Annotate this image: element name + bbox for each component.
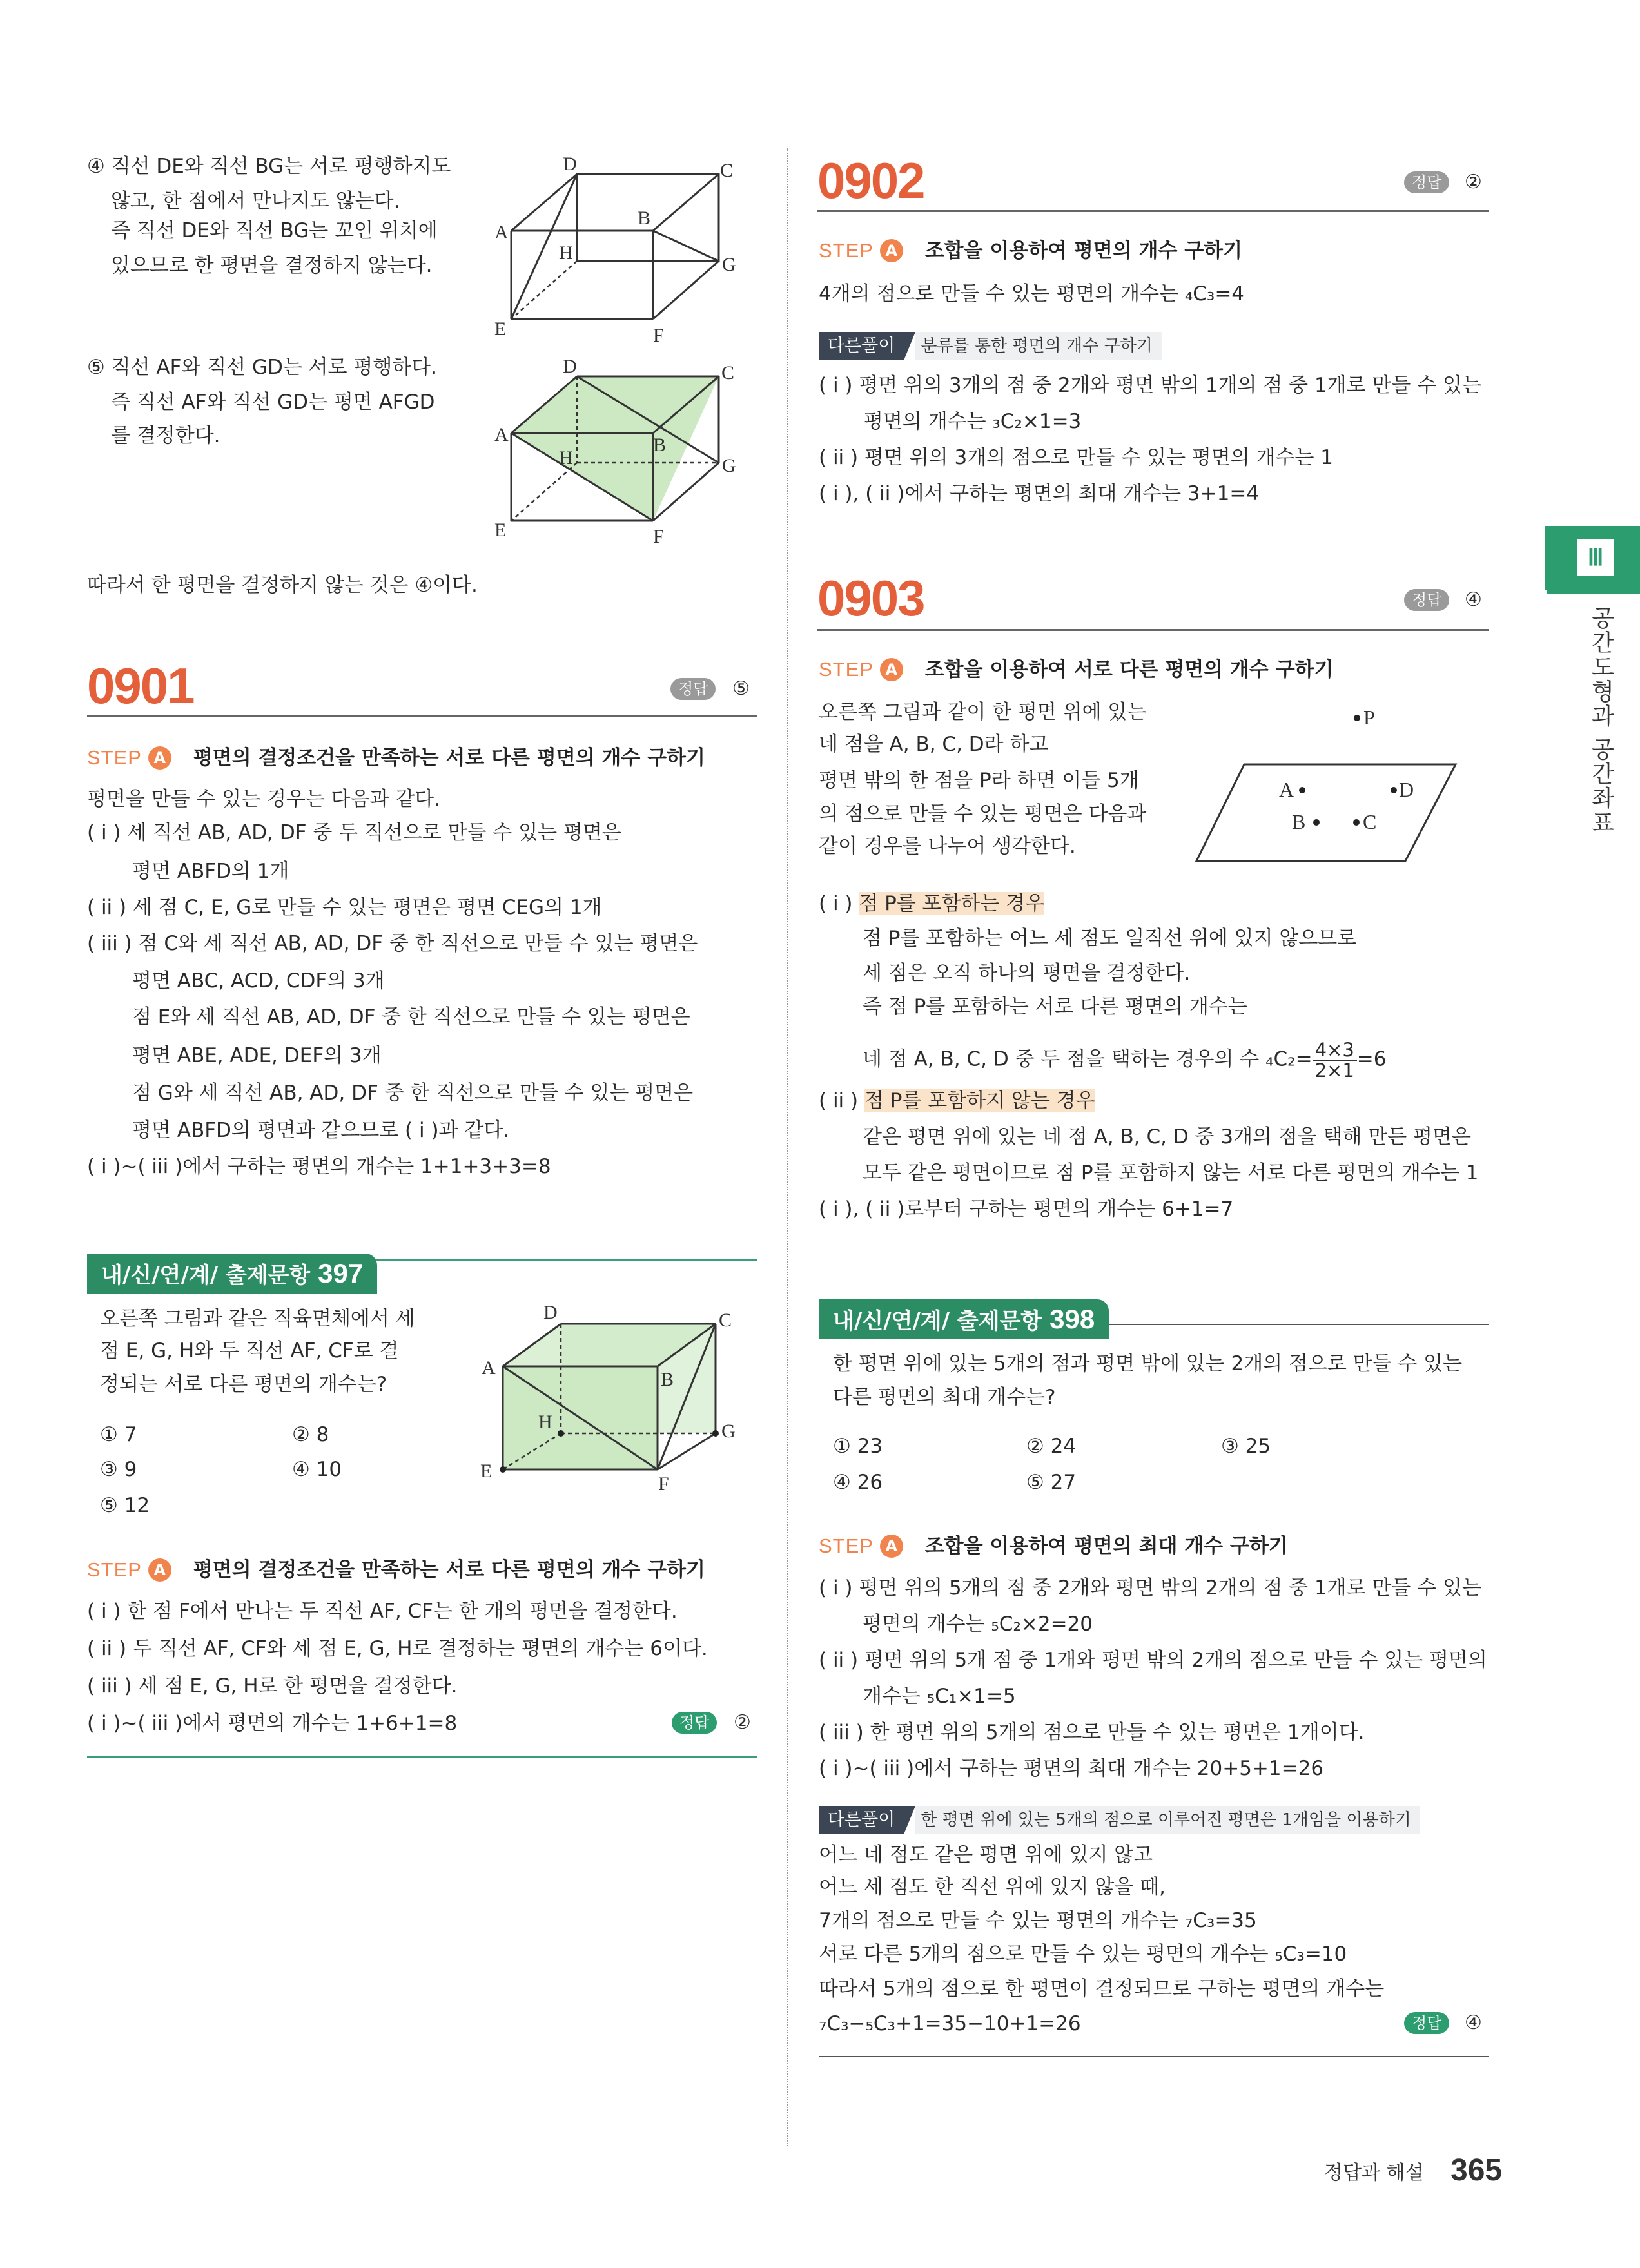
box398-sol-1: ( i ) 평면 위의 5개의 점 중 2개와 평면 밖의 2개의 점 중 1개로 만들 수 있는 — [819, 1576, 1481, 1600]
cube2-label-A: A — [494, 424, 509, 445]
fig-label-C: C — [1363, 810, 1377, 833]
p0901-line-5: ( iii ) 점 C와 세 직선 AB, AD, DF 중 한 직선으로 만들 수 있는 평면은 — [87, 932, 698, 955]
box398-sol-2: 평면의 개수는 ₅C₂×2=20 — [863, 1613, 1093, 1636]
step-title: 평면의 결정조건을 만족하는 서로 다른 평면의 개수 구하기 — [193, 746, 705, 770]
cube1-label-D: D — [563, 153, 577, 175]
box398-header — [819, 1299, 1109, 1339]
answer-398: ④ — [1465, 2011, 1482, 2034]
p0901-line-2: ( i ) 세 직선 AB, AD, DF 중 두 직선으로 만들 수 있는 평면은 — [87, 821, 621, 844]
box397-sol-3: ( iii ) 세 점 E, G, H로 한 평면을 결정한다. — [87, 1674, 458, 1698]
chapter-tab-underline — [1547, 590, 1640, 594]
chapter-number: Ⅲ — [1577, 539, 1614, 576]
cube2-label-E: E — [494, 519, 507, 541]
cube2-label-G: G — [722, 455, 736, 476]
answer-badge-0901: 정답 — [670, 678, 716, 700]
item4-line-4: 있으므로 한 평면을 결정하지 않는다. — [111, 254, 433, 277]
p0903-intro-4: 의 점으로 만들 수 있는 평면은 다음과 — [819, 802, 1147, 826]
box398-alt-1: 어느 네 점도 같은 평면 위에 있지 않고 — [819, 1843, 1153, 1866]
cube1-label-G: G — [722, 254, 736, 275]
box397-choice-1[interactable]: ① 7 — [100, 1423, 137, 1446]
box398-question-2: 다른 평면의 최대 개수는? — [833, 1386, 1056, 1409]
box398-alt-2: 어느 세 점도 한 직선 위에 있지 않을 때, — [819, 1875, 1166, 1899]
box397-bottom-rule — [87, 1756, 757, 1758]
box397-question-3: 정되는 서로 다른 평면의 개수는? — [100, 1373, 387, 1396]
item5-line-2: 즉 직선 AF와 직선 GD는 평면 AFGD — [111, 391, 435, 414]
box398-number: 398 — [1049, 1304, 1095, 1334]
p0903-case1-3: 즉 점 P를 포함하는 서로 다른 평면의 개수는 — [863, 995, 1247, 1018]
box397-sol-2: ( ii ) 두 직선 AF, CF와 세 점 E, G, H로 결정하는 평면의 개수는 6이다. — [87, 1637, 708, 1660]
step-heading-398 — [819, 1533, 1288, 1559]
box398-choice-4[interactable]: ④ 26 — [833, 1471, 883, 1494]
alt-solution-tag: 다른풀이 — [819, 332, 904, 360]
p0902-alt-1: ( i ) 평면 위의 3개의 점 중 2개와 평면 밖의 1개의 점 중 1개로 만들 수 있는 — [819, 374, 1481, 397]
box398-alt-5: 따라서 5개의 점으로 한 평면이 결정되므로 구하는 평면의 개수는 — [819, 1977, 1385, 2001]
item5-conclusion: 따라서 한 평면을 결정하지 않는 것은 ④이다. — [87, 574, 478, 597]
box397-choice-5[interactable]: ⑤ 12 — [100, 1494, 150, 1517]
answer-badge-397: 정답 — [672, 1712, 717, 1734]
cube-figure-plane-AFGD — [487, 353, 757, 553]
item5-line-1: ⑤ 직선 AF와 직선 GD는 서로 평행하다. — [87, 356, 438, 379]
case1-title: 점 P를 포함하는 경우 — [859, 892, 1045, 915]
box397-number: 397 — [318, 1258, 364, 1288]
step-letter-icon: A — [148, 746, 171, 770]
cube1-label-E: E — [494, 318, 507, 340]
box398-choice-3[interactable]: ③ 25 — [1221, 1435, 1271, 1458]
box398-bottom-rule — [819, 2056, 1489, 2057]
box398-choice-1[interactable]: ① 23 — [833, 1435, 883, 1458]
box397-sol-4: ( i )~( iii )에서 평면의 개수는 1+6+1=8 — [87, 1712, 458, 1735]
p0903-case2-2: 모두 같은 평면이므로 점 P를 포함하지 않는 서로 다른 평면의 개수는 1 — [863, 1161, 1479, 1185]
box397-choice-4[interactable]: ④ 10 — [292, 1458, 342, 1481]
fig-label-P: P — [1363, 706, 1375, 729]
step-title: 조합을 이용하여 평면의 개수 구하기 — [924, 239, 1243, 262]
cube3-label-H: H — [538, 1411, 552, 1433]
box398-header-label: 내/신/연/계/ 출제문항 — [833, 1308, 1042, 1334]
box398-question-1: 한 평면 위에 있는 5개의 점과 평면 밖에 있는 2개의 점으로 만들 수 있는 — [833, 1352, 1463, 1375]
answer-0903: ④ — [1465, 588, 1482, 611]
plane-points-figure — [1193, 696, 1463, 870]
cube-figure-skew-lines — [487, 148, 757, 348]
p0903-intro-2: 네 점을 A, B, C, D라 하고 — [819, 733, 1049, 756]
case2-title: 점 P를 포함하지 않는 경우 — [864, 1089, 1095, 1112]
p0903-case1-2: 세 점은 오직 하나의 평면을 결정한다. — [863, 962, 1191, 985]
step-heading-0901 — [87, 745, 705, 771]
cube1-label-H: H — [559, 242, 573, 264]
p0903-case2-1: 같은 평면 위에 있는 네 점 A, B, C, D 중 3개의 점을 택해 만든 평면은 — [863, 1125, 1471, 1149]
step-letter-icon: A — [880, 239, 903, 262]
cube2-label-H: H — [559, 447, 573, 469]
item4-line-2: 않고, 한 점에서 만나지도 않는다. — [111, 189, 400, 213]
step-label: STEP — [819, 658, 874, 681]
footer-label: 정답과 해설 — [1324, 2162, 1424, 2184]
fig-label-B: B — [1292, 810, 1306, 833]
p0901-line-8: 평면 ABE, ADE, DEF의 3개 — [132, 1044, 382, 1067]
case1-frac-num: 4×3 — [1313, 1040, 1357, 1061]
p0902-alt-4: ( i ), ( ii )에서 구하는 평면의 최대 개수는 3+1=4 — [819, 482, 1260, 505]
step-title: 조합을 이용하여 서로 다른 평면의 개수 구하기 — [924, 658, 1334, 681]
p0901-line-9: 점 G와 세 직선 AB, AD, DF 중 한 직선으로 만들 수 있는 평면은 — [132, 1081, 694, 1105]
box398-alt-4: 서로 다른 5개의 점으로 만들 수 있는 평면의 개수는 ₅C₃=10 — [819, 1943, 1347, 1966]
step-letter-icon: A — [880, 658, 903, 681]
cube3-label-C: C — [719, 1310, 732, 1331]
column-divider — [787, 148, 788, 2146]
divider-0901 — [87, 715, 757, 717]
chapter-title: 공간도형과 공간좌표 — [1588, 606, 1614, 835]
box398-alt-3: 7개의 점으로 만들 수 있는 평면의 개수는 ₇C₃=35 — [819, 1909, 1257, 1932]
box397-question-2: 점 E, G, H와 두 직선 AF, CF로 결 — [100, 1339, 399, 1362]
box398-alt-6: ₇C₃−₅C₃+1=35−10+1=26 — [819, 2012, 1081, 2035]
cube3-label-D: D — [543, 1302, 558, 1323]
box397-question-1: 오른쪽 그림과 같은 직육면체에서 세 — [100, 1307, 415, 1330]
p0901-line-4: ( ii ) 세 점 C, E, G로 만들 수 있는 평면은 평면 CEG의 1개 — [87, 896, 602, 919]
answer-397: ② — [734, 1711, 751, 1734]
step-label: STEP — [87, 1558, 142, 1581]
item5-line-3: 를 결정한다. — [111, 424, 220, 447]
p0902-line-1: 4개의 점으로 만들 수 있는 평면의 개수는 ₄C₃=4 — [819, 282, 1245, 305]
box398-sol-5: ( iii ) 한 평면 위의 5개의 점으로 만들 수 있는 평면은 1개이다. — [819, 1721, 1365, 1744]
problem-number-0902: 0902 — [817, 152, 924, 209]
p0903-case1-1: 점 P를 포함하는 어느 세 점도 일직선 위에 있지 않으므로 — [863, 927, 1357, 950]
p0903-case1-heading — [819, 889, 1044, 918]
p0901-line-1: 평면을 만들 수 있는 경우는 다음과 같다. — [87, 788, 441, 811]
case1-formula-text: 네 점 A, B, C, D 중 두 점을 택하는 경우의 수 ₄C₂= — [863, 1047, 1313, 1071]
p0902-alt-3: ( ii ) 평면 위의 3개의 점으로 만들 수 있는 평면의 개수는 1 — [819, 446, 1334, 469]
problem-number-0903: 0903 — [817, 570, 924, 626]
step-label: STEP — [87, 746, 142, 769]
p0901-line-6: 평면 ABC, ACD, CDF의 3개 — [132, 969, 385, 993]
alt-solution-desc: 분류를 통한 평면의 개수 구하기 — [915, 332, 1162, 360]
answer-badge-398: 정답 — [1404, 2012, 1449, 2034]
answer-0902: ② — [1465, 171, 1482, 193]
box398-choice-2[interactable]: ② 24 — [1026, 1435, 1077, 1458]
p0901-line-10: 평면 ABFD의 평면과 같으므로 ( i )과 같다. — [132, 1119, 510, 1142]
case1-prefix: ( i ) — [819, 892, 859, 915]
p0903-intro-5: 같이 경우를 나누어 생각한다. — [819, 835, 1076, 858]
cube3-label-A: A — [482, 1357, 496, 1379]
step-letter-icon: A — [148, 1558, 171, 1582]
step-heading-397 — [87, 1557, 705, 1583]
cube3-label-B: B — [661, 1369, 674, 1390]
cube3-label-F: F — [658, 1473, 669, 1495]
box397-choice-2[interactable]: ② 8 — [292, 1423, 329, 1446]
p0903-intro-1: 오른쪽 그림과 같이 한 평면 위에 있는 — [819, 701, 1147, 724]
item4-line-3: 즉 직선 DE와 직선 BG는 꼬인 위치에 — [111, 219, 438, 242]
p0901-line-3: 평면 ABFD의 1개 — [132, 860, 289, 883]
alt-solution-tag: 다른풀이 — [819, 1806, 904, 1834]
divider-0902 — [817, 210, 1489, 212]
case2-prefix: ( ii ) — [819, 1089, 864, 1112]
fig-label-A: A — [1279, 778, 1294, 801]
box397-sol-1: ( i ) 한 점 F에서 만나는 두 직선 AF, CF는 한 개의 평면을 결정한다. — [87, 1600, 678, 1623]
box397-header-label: 내/신/연/계/ 출제문항 — [101, 1263, 311, 1288]
cube1-label-B: B — [638, 208, 651, 229]
step-label: STEP — [819, 1535, 874, 1557]
alt-solution-header-398 — [819, 1806, 1420, 1834]
divider-0903 — [817, 629, 1489, 631]
fig-label-D: D — [1399, 778, 1414, 801]
chapter-tab[interactable] — [1545, 526, 1640, 590]
cube2-label-C: C — [721, 362, 735, 383]
alt-solution-desc: 한 평면 위에 있는 5개의 점으로 이루어진 평면은 1개임을 이용하기 — [915, 1806, 1420, 1834]
cube1-label-A: A — [494, 222, 509, 243]
box398-choice-5[interactable]: ⑤ 27 — [1026, 1471, 1077, 1494]
box397-choice-3[interactable]: ③ 9 — [100, 1458, 137, 1481]
answer-0901: ⑤ — [732, 677, 750, 700]
cube2-label-B: B — [653, 434, 667, 456]
step-label: STEP — [819, 239, 874, 262]
case1-result: =6 — [1356, 1047, 1387, 1071]
p0902-alt-2: 평면의 개수는 ₃C₂×1=3 — [864, 410, 1082, 433]
case1-frac-den: 2×1 — [1314, 1060, 1354, 1081]
box398-sol-6: ( i )~( iii )에서 구하는 평면의 최대 개수는 20+5+1=26 — [819, 1757, 1324, 1780]
answer-badge-0903: 정답 — [1404, 589, 1449, 611]
p0901-line-11: ( i )~( iii )에서 구하는 평면의 개수는 1+1+3+3=8 — [87, 1155, 551, 1178]
box397-header — [87, 1254, 377, 1294]
cube2-label-D: D — [563, 356, 577, 377]
cube2-label-F: F — [653, 526, 664, 547]
case1-fraction — [1313, 1040, 1357, 1080]
step-title: 평면의 결정조건을 만족하는 서로 다른 평면의 개수 구하기 — [193, 1558, 705, 1582]
item4-line-1: ④ 직선 DE와 직선 BG는 서로 평행하지도 — [87, 155, 451, 178]
cube3-label-E: E — [480, 1460, 493, 1482]
step-title: 조합을 이용하여 평면의 최대 개수 구하기 — [924, 1535, 1288, 1558]
cube1-label-C: C — [720, 160, 734, 181]
box398-sol-4: 개수는 ₅C₁×1=5 — [863, 1685, 1016, 1708]
step-heading-0903 — [819, 657, 1333, 683]
cube1-label-F: F — [653, 325, 664, 346]
step-letter-icon: A — [880, 1535, 903, 1558]
page-number: 365 — [1450, 2153, 1503, 2187]
problem-number-0901: 0901 — [87, 657, 194, 714]
box398-sol-3: ( ii ) 평면 위의 5개 점 중 1개와 평면 밖의 2개의 점으로 만들 수 있는 평면의 — [819, 1649, 1487, 1672]
cube3-label-G: G — [721, 1420, 736, 1442]
p0903-case1-formula — [863, 1040, 1386, 1080]
p0903-intro-3: 평면 밖의 한 점을 P라 하면 이들 5개 — [819, 769, 1139, 792]
step-heading-0902 — [819, 238, 1242, 264]
p0903-case2-heading — [819, 1087, 1095, 1115]
p0903-conclusion: ( i ), ( ii )로부터 구하는 평면의 개수는 6+1=7 — [819, 1197, 1234, 1221]
alt-solution-header-0902 — [819, 332, 1162, 360]
p0901-line-7: 점 E와 세 직선 AB, AD, DF 중 한 직선으로 만들 수 있는 평면은 — [132, 1005, 690, 1029]
cube-figure-397 — [474, 1299, 757, 1499]
answer-badge-0902: 정답 — [1404, 171, 1449, 193]
